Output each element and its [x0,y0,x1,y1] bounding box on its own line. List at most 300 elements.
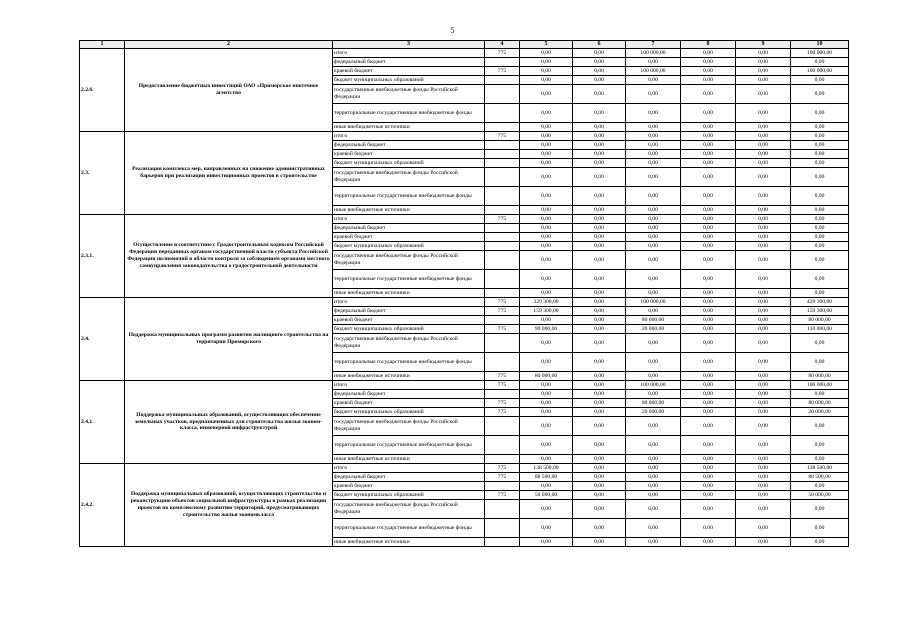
value-cell: 0,00 [681,381,736,390]
table-body [80,41,849,547]
value-cell: 20 000,00 [791,408,849,417]
value-cell: 0,00 [791,168,849,187]
code-cell [485,417,520,436]
value-cell: 0,00 [736,307,791,316]
value-cell: 0,00 [626,372,681,381]
value-cell: 0,00 [791,455,849,464]
header-cell: 2 [125,41,333,49]
code-cell: 775 [485,132,520,141]
value-cell: 0,00 [736,482,791,491]
table-row [80,464,849,473]
value-cell: 138 500,00 [520,464,573,473]
value-cell: 100 000,00 [626,381,681,390]
value-cell: 0,00 [520,159,573,168]
section-number: 2.3. [80,132,125,215]
value-cell: 0,00 [573,473,626,482]
funding-source: иные внебюджетные источники [333,372,485,381]
value-cell: 0,00 [626,473,681,482]
value-cell: 0,00 [736,251,791,270]
value-cell: 0,00 [736,390,791,399]
funding-source: территориальные государственные внебюджетные фонды [333,270,485,289]
value-cell: 0,00 [520,353,573,372]
value-cell: 0,00 [681,150,736,159]
value-cell: 0,00 [791,390,849,399]
value-cell: 100 000,00 [626,298,681,307]
code-cell: 775 [485,215,520,224]
value-cell: 0,00 [626,519,681,538]
code-cell: 775 [485,473,520,482]
value-cell: 0,00 [520,141,573,150]
value-cell: 0,00 [681,251,736,270]
value-cell: 0,00 [681,408,736,417]
value-cell: 0,00 [736,85,791,104]
value-cell: 0,00 [681,500,736,519]
funding-source: иные внебюджетные источники [333,206,485,215]
funding-source: краевой бюджет [333,67,485,76]
value-cell: 0,00 [520,85,573,104]
value-cell: 0,00 [573,58,626,67]
value-cell: 0,00 [520,76,573,85]
header-cell: 6 [573,41,626,49]
value-cell: 0,00 [791,519,849,538]
value-cell: 50 000,00 [520,491,573,500]
value-cell: 80 000,00 [626,316,681,325]
value-cell: 0,00 [520,538,573,547]
value-cell: 0,00 [681,224,736,233]
value-cell: 0,00 [736,399,791,408]
funding-source: иные внебюджетные источники [333,289,485,298]
value-cell: 0,00 [681,159,736,168]
value-cell: 0,00 [520,242,573,251]
value-cell: 0,00 [736,436,791,455]
value-cell: 0,00 [736,159,791,168]
header-cell: 10 [791,41,849,49]
value-cell: 0,00 [791,233,849,242]
value-cell: 0,00 [791,353,849,372]
value-cell: 0,00 [626,58,681,67]
value-cell: 0,00 [573,325,626,334]
value-cell: 0,00 [736,206,791,215]
value-cell: 0,00 [626,159,681,168]
value-cell: 0,00 [681,491,736,500]
section-number: 2.4. [80,298,125,381]
value-cell: 0,00 [681,58,736,67]
value-cell: 100 000,00 [626,67,681,76]
value-cell: 0,00 [681,436,736,455]
value-cell: 0,00 [791,436,849,455]
funding-source: краевой бюджет [333,316,485,325]
value-cell: 80 000,00 [520,372,573,381]
value-cell: 0,00 [573,49,626,58]
code-cell: 775 [485,325,520,334]
funding-source: федеральный бюджет [333,141,485,150]
value-cell: 0,00 [791,500,849,519]
value-cell: 0,00 [573,491,626,500]
funding-source: государственные внебюджетные фонды Российской Федерации [333,334,485,353]
value-cell: 0,00 [573,123,626,132]
value-cell: 0,00 [573,417,626,436]
code-cell [485,436,520,455]
value-cell: 0,00 [520,417,573,436]
value-cell: 100 000,00 [791,67,849,76]
value-cell: 0,00 [573,187,626,206]
code-cell [485,251,520,270]
value-cell: 0,00 [736,224,791,233]
section-number: 2.4.2. [80,464,125,547]
code-cell [485,141,520,150]
section-number: 2.3.1. [80,215,125,298]
value-cell: 0,00 [791,289,849,298]
value-cell: 0,00 [520,500,573,519]
value-cell: 0,00 [791,224,849,233]
header-row [80,41,849,49]
code-cell [485,500,520,519]
value-cell: 0,00 [736,417,791,436]
value-cell: 0,00 [626,187,681,206]
funding-source: федеральный бюджет [333,390,485,399]
value-cell: 0,00 [626,436,681,455]
value-cell: 0,00 [520,316,573,325]
value-cell: 0,00 [626,307,681,316]
code-cell [485,123,520,132]
value-cell: 0,00 [736,464,791,473]
funding-source: бюджет муниципальных образований [333,242,485,251]
funding-source: государственные внебюджетные фонды Российской Федерации [333,251,485,270]
header-cell: 1 [80,41,125,49]
value-cell: 0,00 [573,353,626,372]
value-cell: 0,00 [573,141,626,150]
value-cell: 0,00 [626,455,681,464]
value-cell: 0,00 [626,150,681,159]
value-cell: 100 000,00 [791,381,849,390]
value-cell: 0,00 [573,233,626,242]
value-cell: 80 000,00 [791,316,849,325]
value-cell: 80 000,00 [791,372,849,381]
value-cell: 0,00 [681,76,736,85]
value-cell: 0,00 [573,67,626,76]
code-cell: 775 [485,464,520,473]
value-cell: 0,00 [626,500,681,519]
value-cell: 100 000,00 [791,49,849,58]
value-cell: 0,00 [573,132,626,141]
value-cell: 0,00 [736,233,791,242]
funding-source: бюджет муниципальных образований [333,159,485,168]
code-cell: 775 [485,381,520,390]
value-cell: 0,00 [791,482,849,491]
header-cell: 9 [736,41,791,49]
funding-source: государственные внебюджетные фонды Российской Федерации [333,500,485,519]
value-cell: 0,00 [573,482,626,491]
value-cell: 0,00 [736,76,791,85]
value-cell: 0,00 [626,206,681,215]
funding-source: бюджет муниципальных образований [333,76,485,85]
value-cell: 0,00 [573,390,626,399]
value-cell: 0,00 [520,381,573,390]
code-cell [485,538,520,547]
value-cell: 0,00 [573,399,626,408]
value-cell: 329 300,00 [520,298,573,307]
code-cell [485,390,520,399]
value-cell: 0,00 [681,132,736,141]
value-cell: 0,00 [681,233,736,242]
value-cell: 0,00 [791,270,849,289]
value-cell: 0,00 [626,141,681,150]
value-cell: 0,00 [626,538,681,547]
code-cell [485,270,520,289]
value-cell: 0,00 [736,455,791,464]
value-cell: 0,00 [681,482,736,491]
funding-source: территориальные государственные внебюджетные фонды [333,519,485,538]
value-cell: 0,00 [681,372,736,381]
value-cell: 0,00 [791,242,849,251]
value-cell: 0,00 [736,316,791,325]
table-row [80,215,849,224]
value-cell: 0,00 [681,215,736,224]
value-cell: 0,00 [736,372,791,381]
code-cell: 775 [485,49,520,58]
value-cell: 0,00 [736,141,791,150]
value-cell: 0,00 [573,500,626,519]
value-cell: 0,00 [520,270,573,289]
value-cell: 0,00 [573,307,626,316]
value-cell: 0,00 [573,455,626,464]
value-cell: 0,00 [626,85,681,104]
value-cell: 110 000,00 [791,325,849,334]
value-cell: 0,00 [520,206,573,215]
value-cell: 0,00 [520,215,573,224]
value-cell: 0,00 [520,224,573,233]
value-cell: 0,00 [626,289,681,298]
value-cell: 0,00 [626,242,681,251]
value-cell: 90 000,00 [520,325,573,334]
value-cell: 0,00 [626,482,681,491]
value-cell: 0,00 [626,123,681,132]
page-number: 5 [450,26,455,35]
value-cell: 0,00 [681,455,736,464]
code-cell [485,289,520,298]
value-cell: 0,00 [573,372,626,381]
header-cell: 7 [626,41,681,49]
value-cell: 0,00 [626,233,681,242]
funding-source: государственные внебюджетные фонды Российской Федерации [333,85,485,104]
code-cell: 775 [485,399,520,408]
value-cell: 0,00 [626,491,681,500]
funding-source: иные внебюджетные источники [333,455,485,464]
value-cell: 0,00 [736,270,791,289]
value-cell: 0,00 [736,408,791,417]
funding-source: федеральный бюджет [333,307,485,316]
code-cell [485,58,520,67]
value-cell: 0,00 [791,334,849,353]
funding-source: федеральный бюджет [333,224,485,233]
table-row [80,132,849,141]
value-cell: 0,00 [520,58,573,67]
funding-source: итого [333,381,485,390]
value-cell: 0,00 [520,233,573,242]
value-cell: 0,00 [520,334,573,353]
code-cell: 775 [485,372,520,381]
value-cell: 0,00 [681,67,736,76]
value-cell: 0,00 [573,251,626,270]
section-title: Поддержка муниципальных образований, осуществляющих строительство и реконструкцию объектов социальной инфраструктуры в рамках реализации проектов по комплексному развитию территорий, предусматривающих строительство жилья экономкласса [125,464,333,547]
value-cell: 0,00 [681,242,736,251]
value-cell: 0,00 [520,289,573,298]
value-cell: 0,00 [626,224,681,233]
value-cell: 0,00 [626,390,681,399]
value-cell: 0,00 [520,67,573,76]
value-cell: 0,00 [736,150,791,159]
value-cell: 0,00 [736,123,791,132]
value-cell: 0,00 [520,168,573,187]
value-cell: 0,00 [681,417,736,436]
value-cell: 0,00 [520,455,573,464]
value-cell: 0,00 [573,224,626,233]
value-cell: 0,00 [681,473,736,482]
funding-source: государственные внебюджетные фонды Российской Федерации [333,417,485,436]
value-cell: 0,00 [520,390,573,399]
value-cell: 0,00 [681,464,736,473]
value-cell: 0,00 [573,270,626,289]
value-cell: 0,00 [736,353,791,372]
value-cell: 0,00 [736,298,791,307]
value-cell: 88 500,00 [791,473,849,482]
value-cell: 0,00 [791,187,849,206]
funding-source: территориальные государственные внебюджетные фонды [333,436,485,455]
section-number: 2.4.1. [80,381,125,464]
header-cell: 5 [520,41,573,49]
value-cell: 0,00 [681,123,736,132]
value-cell: 0,00 [681,519,736,538]
value-cell: 0,00 [736,104,791,123]
value-cell: 159 300,00 [791,307,849,316]
value-cell: 0,00 [573,298,626,307]
section-title: Реализация комплекса мер, направленных на снижение административных барьеров при реализации инвестиционных проектов в строительстве [125,132,333,215]
value-cell: 0,00 [520,104,573,123]
value-cell: 0,00 [520,482,573,491]
value-cell: 0,00 [791,76,849,85]
value-cell: 0,00 [736,325,791,334]
value-cell: 0,00 [681,538,736,547]
value-cell: 0,00 [791,132,849,141]
value-cell: 138 500,00 [791,464,849,473]
funding-source: бюджет муниципальных образований [333,408,485,417]
value-cell: 0,00 [791,417,849,436]
funding-source: территориальные государственные внебюджетные фонды [333,187,485,206]
value-cell: 0,00 [520,436,573,455]
value-cell: 0,00 [681,141,736,150]
value-cell: 0,00 [626,417,681,436]
value-cell: 0,00 [736,538,791,547]
value-cell: 0,00 [681,316,736,325]
value-cell: 0,00 [736,381,791,390]
value-cell: 0,00 [681,399,736,408]
code-cell [485,316,520,325]
value-cell: 88 500,00 [520,473,573,482]
funding-source: иные внебюджетные источники [333,123,485,132]
code-cell: 775 [485,491,520,500]
value-cell: 0,00 [681,289,736,298]
value-cell: 0,00 [791,251,849,270]
value-cell: 0,00 [573,408,626,417]
value-cell: 0,00 [573,519,626,538]
value-cell: 0,00 [681,353,736,372]
value-cell: 0,00 [573,436,626,455]
value-cell: 0,00 [736,187,791,206]
value-cell: 20 000,00 [626,325,681,334]
funding-source: итого [333,298,485,307]
section-title: Поддержка муниципальных образований, осуществляющих обеспечение земельных участков, предназначенных для строительства жилья эконом-класса, инженерной инфраструктурой [125,381,333,464]
value-cell: 0,00 [626,104,681,123]
value-cell: 0,00 [520,123,573,132]
value-cell: 0,00 [681,168,736,187]
value-cell: 0,00 [736,168,791,187]
value-cell: 50 000,00 [791,491,849,500]
value-cell: 0,00 [681,298,736,307]
code-cell [485,187,520,206]
value-cell: 0,00 [681,390,736,399]
code-cell [485,168,520,187]
value-cell: 0,00 [520,399,573,408]
table-row [80,381,849,390]
funding-source: государственные внебюджетные фонды Российской Федерации [333,168,485,187]
code-cell [485,206,520,215]
value-cell: 0,00 [573,464,626,473]
funding-source: итого [333,464,485,473]
value-cell: 0,00 [573,381,626,390]
value-cell: 0,00 [573,104,626,123]
value-cell: 0,00 [573,168,626,187]
value-cell: 0,00 [520,49,573,58]
value-cell: 0,00 [681,334,736,353]
section-title: Предоставление бюджетных инвестиций ОАО «Приморское ипотечное агентство [125,49,333,132]
code-cell [485,455,520,464]
value-cell: 0,00 [626,353,681,372]
code-cell: 775 [485,408,520,417]
header-cell: 4 [485,41,520,49]
funding-source: территориальные государственные внебюджетные фонды [333,104,485,123]
value-cell: 0,00 [736,519,791,538]
value-cell: 0,00 [573,76,626,85]
value-cell: 20 000,00 [626,408,681,417]
value-cell: 80 000,00 [791,399,849,408]
funding-source: итого [333,132,485,141]
code-cell [485,482,520,491]
code-cell [485,150,520,159]
value-cell: 0,00 [626,132,681,141]
value-cell: 0,00 [791,538,849,547]
value-cell: 0,00 [736,58,791,67]
funding-source: федеральный бюджет [333,58,485,67]
value-cell: 0,00 [681,325,736,334]
value-cell: 0,00 [626,168,681,187]
value-cell: 0,00 [681,307,736,316]
header-cell: 8 [681,41,736,49]
value-cell: 0,00 [791,123,849,132]
value-cell: 0,00 [573,242,626,251]
value-cell: 0,00 [573,316,626,325]
value-cell: 0,00 [736,289,791,298]
budget-table [79,40,849,547]
funding-source: федеральный бюджет [333,473,485,482]
value-cell: 159 300,00 [520,307,573,316]
code-cell [485,334,520,353]
header-cell: 3 [333,41,485,49]
value-cell: 0,00 [736,242,791,251]
code-cell [485,159,520,168]
value-cell: 0,00 [520,251,573,270]
funding-source: краевой бюджет [333,399,485,408]
value-cell: 0,00 [736,500,791,519]
